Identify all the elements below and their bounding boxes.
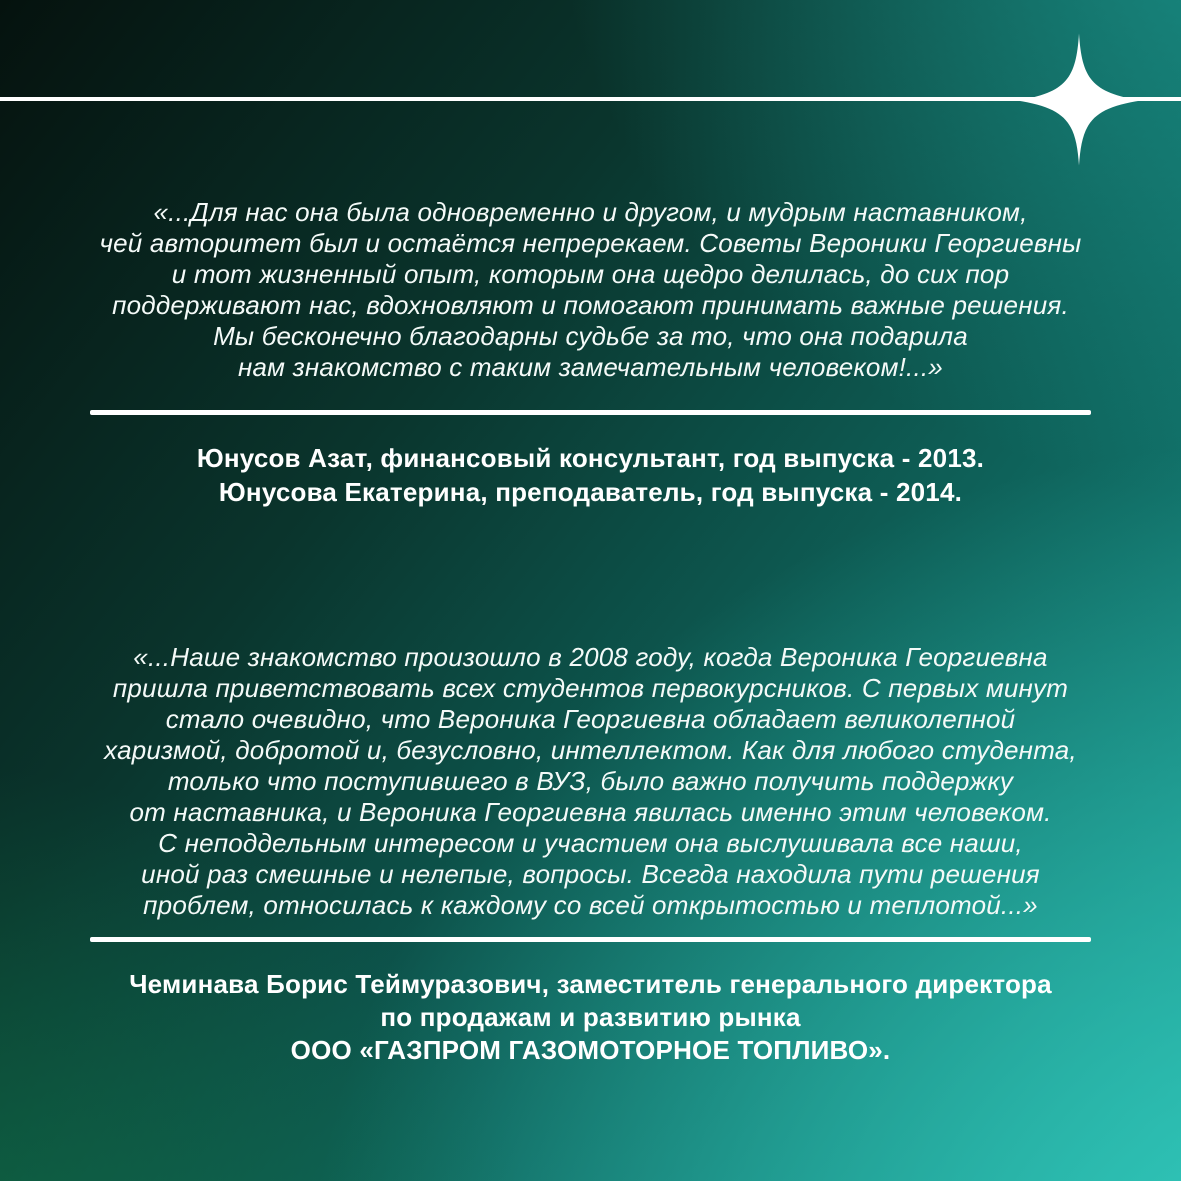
text-line: харизмой, добротой и, безусловно, интеллектом. Как для любого студента, [104,735,1077,765]
testimonial-attribution-1 [0,441,1181,509]
text-line: нам знакомство с таким замечательным человеком!...» [238,352,943,382]
sparkle-icon [1013,28,1145,173]
testimonial-attribution-2 [0,968,1181,1067]
text-line: от наставника, и Вероника Георгиевна явилась именно этим человеком. [129,797,1052,827]
text-line: Юнусова Екатерина, преподаватель, год выпуска - 2014. [218,477,963,507]
text-line: «...Для нас она была одновременно и другом, и мудрым наставником, [153,197,1028,227]
text-line: и тот жизненный опыт, которым она щедро делилась, до сих пор [171,259,1010,289]
text-line: пришла приветствовать всех студентов первокурсников. С первых минут [112,673,1069,703]
text-line: «...Наше знакомство произошло в 2008 году, когда Вероника Георгиевна [133,642,1048,672]
testimonial-quote-2 [0,642,1181,921]
text-line: иной раз смешные и нелепые, вопросы. Всегда находила пути решения [141,859,1040,889]
divider-line-1 [90,410,1091,415]
text-line: С неподдельным интересом и участием она выслушивала все наши, [158,828,1023,858]
text-line: по продажам и развитию рынка [380,1002,801,1032]
divider-line-2 [90,937,1091,942]
text-line: проблем, относилась к каждому со всей открытостью и теплотой...» [143,890,1038,920]
text-line: Чеминава Борис Теймуразович, заместитель генерального директора [129,969,1052,999]
text-line: Юнусов Азат, финансовый консультант, год выпуска - 2013. [196,443,985,473]
top-divider-line [0,97,1181,101]
text-line: чей авторитет был и остаётся непререкаем. Советы Вероники Георгиевны [99,228,1082,258]
text-line: Мы бесконечно благодарны судьбе за то, что она подарила [213,321,968,351]
testimonial-quote-1 [0,197,1181,383]
text-line: только что поступившего в ВУЗ, было важно получить поддержку [167,766,1014,796]
text-line: поддерживают нас, вдохновляют и помогают принимать важные решения. [112,290,1069,320]
text-line: стало очевидно, что Вероника Георгиевна обладает великолепной [165,704,1016,734]
text-line: ООО «ГАЗПРОМ ГАЗОМОТОРНОЕ ТОПЛИВО». [290,1035,891,1065]
